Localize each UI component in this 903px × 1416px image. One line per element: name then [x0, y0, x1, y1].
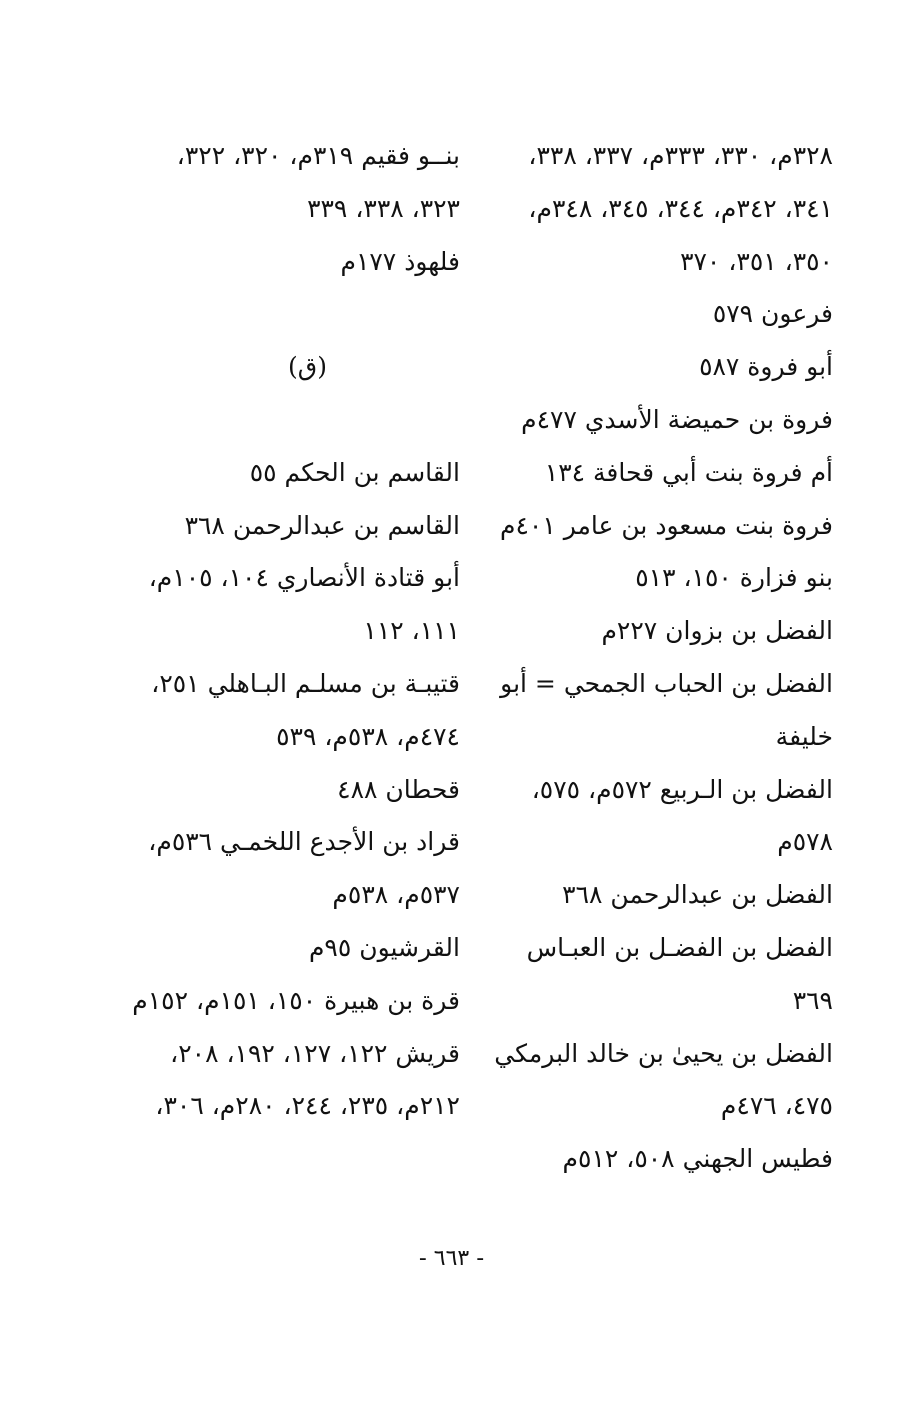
- index-line: ١١١، ١١٢: [363, 616, 460, 646]
- index-entry: الفضل بن الـربيع ٥٧٢م، ٥٧٥،: [531, 774, 833, 804]
- index-entry: الفضل بن الحباب الجمحي = أبو: [500, 668, 833, 698]
- blank-line: [115, 288, 460, 341]
- index-entry: الفضل بن الفضـل بن العبـاس: [526, 932, 833, 962]
- index-entry: قرة بن هبيرة ١٥٠، ١٥١م، ١٥٢م: [132, 985, 460, 1015]
- index-entry: فروة بن حميضة الأسدي ٤٧٧م: [521, 404, 833, 434]
- index-line: ٣٤١، ٣٤٢م، ٣٤٤، ٣٤٥، ٣٤٨م،: [528, 193, 833, 223]
- index-entry: الفضل بن عبدالرحمن ٣٦٨: [562, 880, 833, 910]
- page-number: - ٦٦٣ -: [418, 1246, 485, 1271]
- index-entry: أبو فروة ٥٨٧: [699, 352, 833, 382]
- index-entry: أم فروة بنت أبي قحافة ١٣٤: [544, 457, 833, 487]
- index-line: ٢١٢م، ٢٣٥، ٢٤٤، ٢٨٠م، ٣٠٦،: [155, 1091, 460, 1121]
- index-entry: قريش ١٢٢، ١٢٧، ١٩٢، ٢٠٨،: [170, 1038, 460, 1068]
- index-entry: بنو فزارة ١٥٠، ٥١٣: [635, 563, 833, 593]
- index-line: ٤٧٤م، ٥٣٨م، ٥٣٩: [276, 721, 460, 751]
- index-entry: فطيس الجهني ٥٠٨، ٥١٢م: [562, 1144, 833, 1174]
- index-line: ٣٥٠، ٣٥١، ٣٧٠: [680, 246, 833, 276]
- index-entry: الفضل بن يحيىٰ بن خالد البرمكي: [494, 1038, 833, 1068]
- index-entry: الفضل بن بزوان ٢٢٧م: [601, 616, 833, 646]
- index-entry: القاسم بن عبدالرحمن ٣٦٨: [184, 510, 460, 540]
- index-line: خليفة: [775, 721, 833, 751]
- index-line: ٥٧٨م: [777, 827, 833, 857]
- blank-line: [115, 394, 460, 447]
- index-entry: قتيبـة بن مسلـم البـاهلي ٢٥١،: [151, 668, 460, 698]
- index-entry: فلهوذ ١٧٧م: [340, 246, 460, 276]
- index-entry: القرشيون ٩٥م: [308, 932, 460, 962]
- index-entry: القاسم بن الحكم ٥٥: [249, 457, 460, 487]
- index-line: ٤٧٥، ٤٧٦م: [720, 1091, 833, 1121]
- index-line: ٣٢٣، ٣٣٨، ٣٣٩: [307, 193, 460, 223]
- index-entry: بنــو فقيم ٣١٩م، ٣٢٠، ٣٢٢،: [176, 141, 460, 170]
- index-entry: أبو قتادة الأنصاري ١٠٤، ١٠٥م،: [148, 563, 460, 593]
- index-entry: قراد بن الأجدع اللخمـي ٥٣٦م،: [148, 827, 460, 857]
- index-line: ٣٢٨م، ٣٣٠، ٣٣٣م، ٣٣٧، ٣٣٨،: [528, 141, 833, 170]
- index-entry: فرعون ٥٧٩: [712, 299, 833, 329]
- index-entry: فروة بنت مسعود بن عامر ٤٠١م: [500, 510, 833, 540]
- section-letter-heading: (ق): [288, 352, 327, 382]
- index-line: ٣٦٩: [792, 985, 833, 1015]
- index-entry: قحطان ٤٨٨: [337, 774, 460, 804]
- index-column-left: [115, 130, 460, 1133]
- index-column-right: [483, 130, 833, 1186]
- index-line: ٥٣٧م، ٥٣٨م: [332, 880, 460, 910]
